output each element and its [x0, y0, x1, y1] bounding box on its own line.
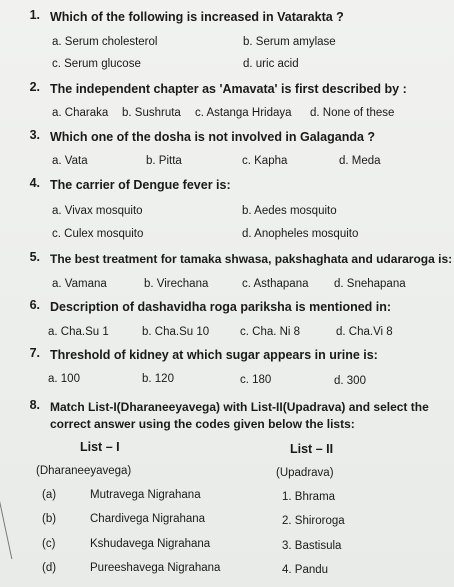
question-text: The carrier of Dengue fever is:: [50, 178, 231, 192]
option-a: a. Serum cholesterol: [52, 36, 158, 48]
option-b: b. Virechana: [144, 278, 209, 290]
option-c: c. Cha. Ni 8: [240, 326, 301, 338]
question-number: 6.: [29, 298, 40, 312]
question-text: Threshold of kidney at which sugar appears in urine is:: [50, 348, 378, 362]
option-d: d. Meda: [339, 155, 381, 167]
option-b: b. Sushruta: [122, 107, 181, 119]
option-c: c. Astanga Hridaya: [195, 107, 292, 119]
option-a: a. Cha.Su 1: [48, 326, 109, 338]
option-a: a. Charaka: [52, 107, 109, 119]
option-c: c. Asthapana: [242, 278, 309, 290]
question-number: 7.: [29, 346, 40, 360]
question-text: The best treatment for tamaka shwasa, pakshaghata and udararoga is:: [50, 252, 453, 266]
list-1-header: (Dharaneeyavega): [36, 465, 132, 477]
option-c: c. Culex mosquito: [52, 228, 144, 240]
row-right: 1. Bhrama: [282, 491, 336, 503]
question-number: 8.: [29, 398, 40, 412]
row-key: (a): [42, 489, 57, 501]
option-c: c. Kapha: [242, 155, 288, 167]
row-key: (d): [42, 562, 57, 574]
row-right: 4. Pandu: [282, 564, 329, 576]
row-key: (b): [42, 513, 57, 525]
row-right: 3. Bastisula: [282, 540, 342, 552]
question-number: 2.: [29, 80, 40, 94]
list-2-title: List – II: [290, 442, 334, 456]
question-number: 5.: [29, 250, 40, 264]
row-left: Kshudavega Nigrahana: [90, 538, 211, 550]
option-c: c. Serum glucose: [52, 58, 141, 70]
row-right: 2. Shiroroga: [282, 515, 345, 527]
option-b: b. Serum amylase: [243, 36, 336, 48]
question-number: 1.: [29, 8, 40, 22]
list-1-title: List – I: [80, 440, 120, 454]
option-d: d. Anopheles mosquito: [242, 228, 359, 240]
margin-mark: [0, 471, 12, 559]
option-a: a. Vamana: [52, 278, 107, 290]
option-a: a. Vivax mosquito: [52, 205, 143, 217]
row-left: Pureeshavega Nigrahana: [90, 562, 221, 574]
option-b: b. Aedes mosquito: [242, 205, 337, 217]
question-text: Which of the following is increased in Vatarakta ?: [50, 10, 344, 24]
question-text-line1: Match List-I(Dharaneeyavega) with List-II(Upadrava) and select the: [50, 400, 429, 414]
question-number: 4.: [29, 176, 40, 190]
row-key: (c): [42, 538, 56, 550]
option-b: b. Cha.Su 10: [142, 326, 210, 338]
list-2-header: (Upadrava): [276, 467, 334, 479]
option-a: a. 100: [48, 373, 80, 385]
option-b: b. 120: [142, 373, 174, 385]
option-d: d. Cha.Vi 8: [336, 326, 393, 338]
question-text-line2: correct answer using the codes given below the lists:: [50, 417, 355, 431]
question-number: 3.: [29, 128, 40, 142]
option-d: d. Snehapana: [334, 278, 406, 290]
row-left: Chardivega Nigrahana: [90, 513, 206, 525]
option-a: a. Vata: [52, 155, 88, 167]
option-d: d. 300: [334, 375, 366, 387]
question-text: The independent chapter as 'Amavata' is first described by :: [50, 82, 407, 96]
option-c: c. 180: [240, 374, 272, 386]
question-text: Which one of the dosha is not involved in Galaganda ?: [50, 130, 376, 144]
option-d: d. uric acid: [243, 58, 299, 70]
question-text: Description of dashavidha roga pariksha is mentioned in:: [50, 300, 392, 314]
option-d: d. None of these: [310, 107, 395, 119]
option-b: b. Pitta: [146, 155, 182, 167]
row-left: Mutravega Nigrahana: [90, 489, 201, 501]
